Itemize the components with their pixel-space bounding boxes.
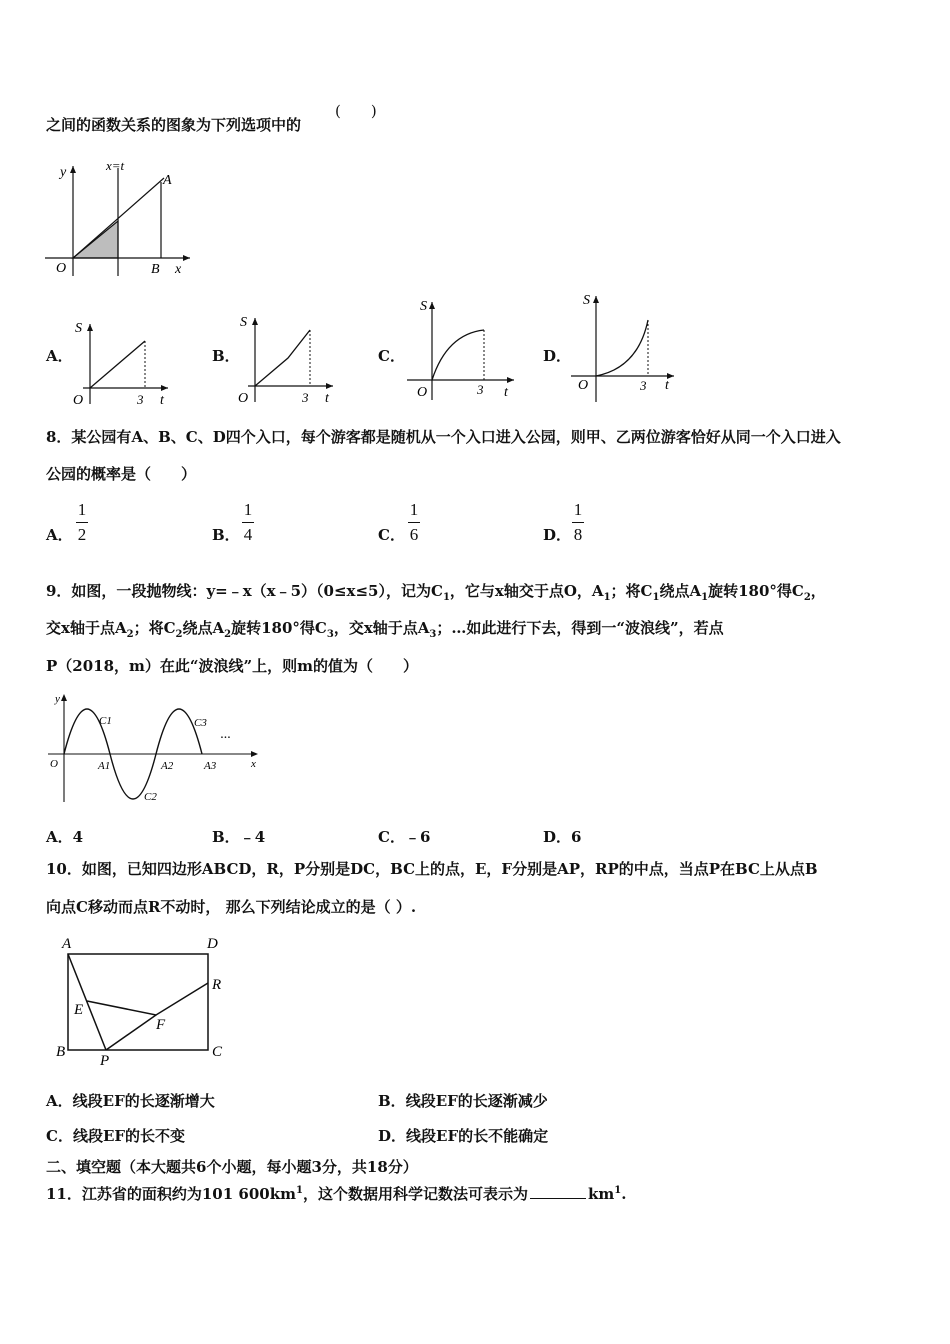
q8-option-a-letter[interactable]: A． [46, 526, 73, 544]
svg-text:O: O [238, 391, 249, 406]
q10-option-b[interactable]: B．线段EF的长逐渐减少 [378, 1092, 548, 1110]
origin-label: O [56, 261, 67, 276]
q11-answer-blank[interactable] [530, 1198, 586, 1199]
section-heading: 二、填空题（本大题共6个小题，每小题3分，共18分） [46, 1158, 418, 1176]
svg-text:3: 3 [302, 390, 309, 405]
q9-option-c[interactable]: C．﹣6 [378, 828, 431, 846]
q7-option-c-graph [402, 292, 522, 402]
q7-figure [40, 158, 200, 283]
svg-text:y: y [55, 693, 60, 705]
svg-text:O: O [417, 385, 428, 400]
svg-text:C1: C1 [99, 715, 112, 727]
svg-text:C: C [212, 1044, 223, 1060]
q7-answer-bracket: ( ) [335, 102, 377, 120]
q7-option-c-letter[interactable]: C． [378, 347, 405, 365]
q10-option-c[interactable]: C．线段EF的长不变 [46, 1127, 186, 1145]
q8-option-a-fraction: 1 2 [77, 500, 87, 544]
svg-text:P: P [100, 1053, 110, 1069]
q7-option-d-letter[interactable]: D． [543, 347, 572, 365]
q8-option-d-letter[interactable]: D． [543, 526, 572, 544]
q8-option-b-letter[interactable]: B． [212, 526, 240, 544]
svg-text:S: S [75, 321, 82, 336]
x-axis-label: x [175, 262, 182, 277]
y-axis-label: y [60, 165, 67, 180]
q9-line3: P（2018，m）在此“波浪线”上，则m的值为（ ） [46, 657, 419, 675]
svg-text:O: O [73, 393, 84, 408]
q7-option-a-letter[interactable]: A． [46, 347, 73, 365]
q10-option-d[interactable]: D．线段EF的长不能确定 [378, 1127, 549, 1145]
svg-text:D: D [207, 936, 218, 952]
svg-text:t: t [665, 378, 669, 393]
q7-option-b-letter[interactable]: B． [212, 347, 240, 365]
svg-text:t: t [325, 391, 329, 406]
svg-text:S: S [583, 293, 590, 308]
q10-line1: 10．如图，已知四边形ABCD，R，P分别是DC，BC上的点，E，F分别是AP，RP的中点，当点P在BC上从点B [46, 860, 818, 878]
svg-text:3: 3 [477, 382, 484, 397]
q10-option-a[interactable]: A．线段EF的长逐渐增大 [46, 1092, 215, 1110]
svg-text:S: S [420, 299, 427, 314]
svg-text:O: O [50, 758, 58, 770]
line-label: x=t [106, 158, 125, 173]
svg-text:O: O [578, 378, 589, 393]
svg-text:···: ··· [220, 731, 231, 746]
point-a-label: A [163, 173, 172, 188]
q8-option-d-fraction: 1 8 [573, 500, 583, 544]
svg-text:E: E [74, 1002, 84, 1018]
svg-text:A3: A3 [204, 760, 217, 772]
q7-option-a-graph [68, 316, 178, 406]
q7-stem: 之间的函数关系的图象为下列选项中的 [46, 116, 302, 134]
q9-option-b[interactable]: B．﹣4 [212, 828, 266, 846]
svg-text:S: S [240, 315, 247, 330]
q7-option-d-graph [568, 286, 683, 406]
q8-line2: 公园的概率是（ ） [46, 465, 197, 483]
svg-text:R: R [212, 977, 222, 993]
svg-text:F: F [156, 1017, 166, 1033]
q8-option-b-fraction: 1 4 [243, 500, 253, 544]
svg-text:3: 3 [640, 378, 647, 393]
svg-text:C3: C3 [194, 717, 207, 729]
q8-option-c-fraction: 1 6 [409, 500, 419, 544]
a1-label: A1 [98, 760, 111, 772]
svg-text:t: t [160, 393, 164, 408]
q7-option-b-graph [233, 310, 343, 405]
q10-quadrilateral-figure [52, 932, 232, 1067]
q9-option-a[interactable]: A．4 [46, 828, 84, 846]
svg-text:A2: A2 [161, 760, 174, 772]
q8-option-c-letter[interactable]: C． [378, 526, 405, 544]
svg-text:C2: C2 [144, 791, 157, 803]
q9-option-d[interactable]: D．6 [543, 828, 582, 846]
svg-text:x: x [251, 758, 256, 770]
q9-line1: 9．如图，一段抛物线：y=﹣x（x﹣5）（0≤x≤5），记为$C_1$，它与x轴交于点O，$A_1$；将$C_1$绕点$A_1$旋转180°得$C_2$， [46, 582, 826, 603]
q11-line: 11．江苏省的面积约为101 $600km^1$，这个数据用科学记数法可表示为 $km^1$. [46, 1185, 627, 1203]
svg-text:A: A [62, 936, 72, 952]
point-b-label: B [151, 262, 160, 277]
q8-line1: 8．某公园有A、B、C、D四个入口，每个游客都是随机从一个入口进入公园，则甲、乙两位游客恰好从同一个入口进入 [46, 428, 841, 446]
svg-text:t: t [504, 385, 508, 400]
q10-line2: 向点C移动而点R不动时， 那么下列结论成立的是（ ）. [46, 898, 417, 916]
q9-wave-figure [46, 692, 266, 804]
svg-text:B: B [56, 1044, 66, 1060]
q9-line2: 交x轴于点$A_2$；将$C_2$绕点$A_2$旋转180°得$C_3$，交x轴于点$A_3$；…如此进行下去，得到一“波浪线”，若点 [46, 619, 724, 640]
svg-text:3: 3 [137, 392, 144, 407]
